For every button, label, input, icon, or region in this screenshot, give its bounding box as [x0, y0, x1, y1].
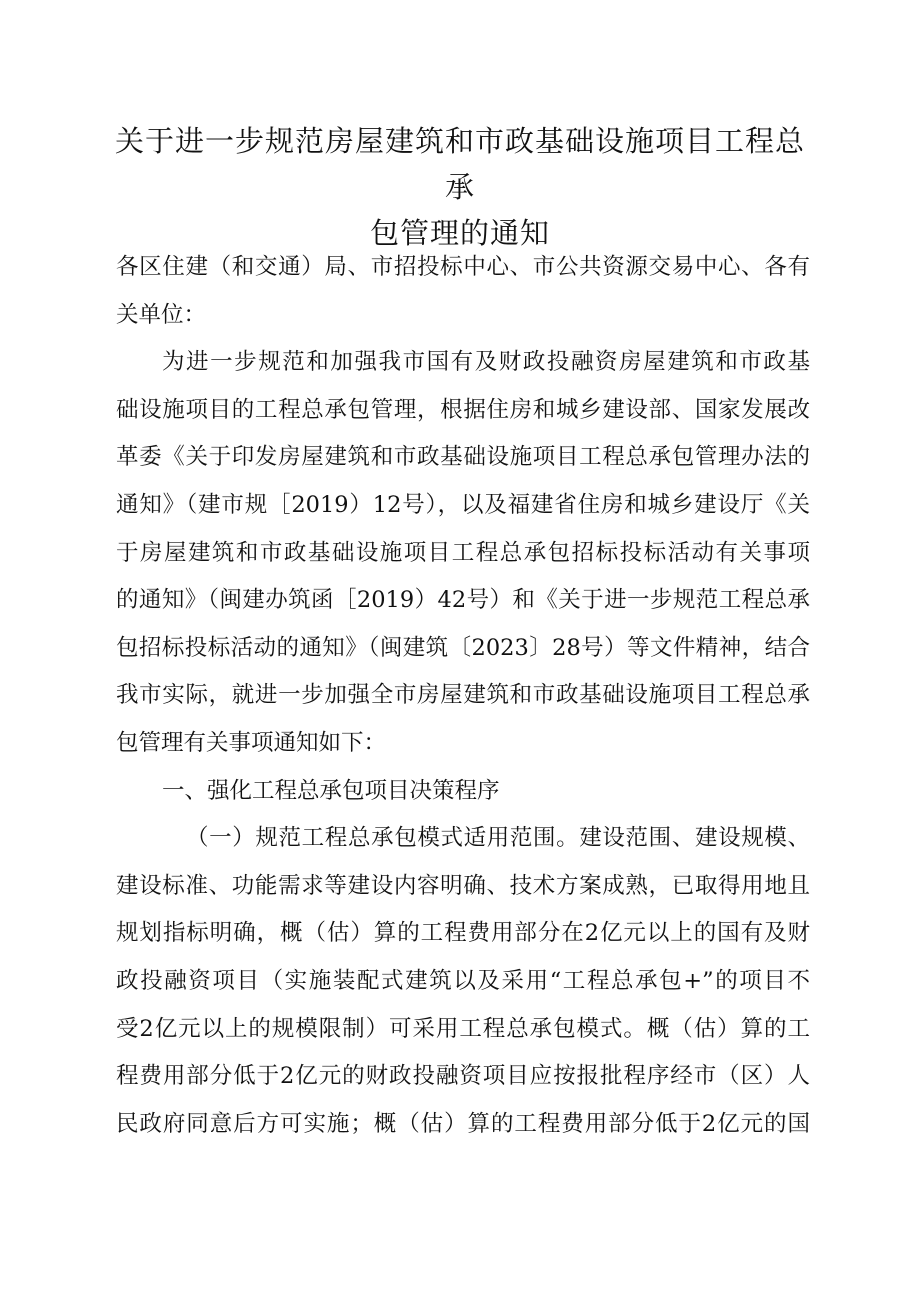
- body-line: 政投融资项目（实施装配式建筑以及采用“工程总承包+”的项目不: [116, 967, 810, 994]
- body-line: 为进一步规范和加强我市国有及财政投融资房屋建筑和市政基: [162, 349, 810, 376]
- title-line-1: 关于进一步规范房屋建筑和市政基础设施项目工程总承: [114, 124, 805, 204]
- body-line: 关单位：: [116, 301, 207, 328]
- body-line: 包招标投标活动的通知》（闽建筑〔2023〕28号）等文件精神，结合: [116, 634, 810, 661]
- document-body: [116, 244, 810, 1148]
- body-line: 通知》（建市规［2019）12号），以及福建省住房和城乡建设厅《关: [116, 491, 810, 518]
- body-line: 革委《关于印发房屋建筑和市政基础设施项目工程总承包管理办法的: [116, 444, 810, 471]
- body-line: 建设标准、功能需求等建设内容明确、技术方案成熟，已取得用地且: [116, 872, 810, 899]
- body-line: 程费用部分低于2亿元的财政投融资项目应按报批程序经市（区）人: [116, 1063, 810, 1090]
- body-line: 各区住建（和交通）局、市招投标中心、市公共资源交易中心、各有: [116, 254, 810, 280]
- body-line: （一）规范工程总承包模式适用范围。建设范围、建设规模、: [186, 825, 810, 852]
- body-line: 我市实际，就进一步加强全市房屋建筑和市政基础设施项目工程总承: [116, 682, 810, 709]
- body-line: 于房屋建筑和市政基础设施项目工程总承包招标投标活动有关事项: [116, 539, 810, 566]
- body-line: 民政府同意后方可实施；概（估）算的工程费用部分低于2亿元的国: [116, 1110, 810, 1137]
- body-line: 一、强化工程总承包项目决策程序: [162, 777, 500, 804]
- body-line: 的通知》（闽建办筑函［2019）42号）和《关于进一步规范工程总承: [116, 587, 810, 614]
- body-line: 受2亿元以上的规模限制）可采用工程总承包模式。概（估）算的工: [116, 1015, 810, 1042]
- title-line-2: 包管理的通知: [369, 216, 550, 250]
- body-line: 础设施项目的工程总承包管理，根据住房和城乡建设部、国家发展改: [116, 396, 810, 423]
- body-line: 包管理有关事项通知如下：: [116, 729, 387, 756]
- document-title: [110, 118, 810, 256]
- body-line: 规划指标明确，概（估）算的工程费用部分在2亿元以上的国有及财: [116, 920, 810, 947]
